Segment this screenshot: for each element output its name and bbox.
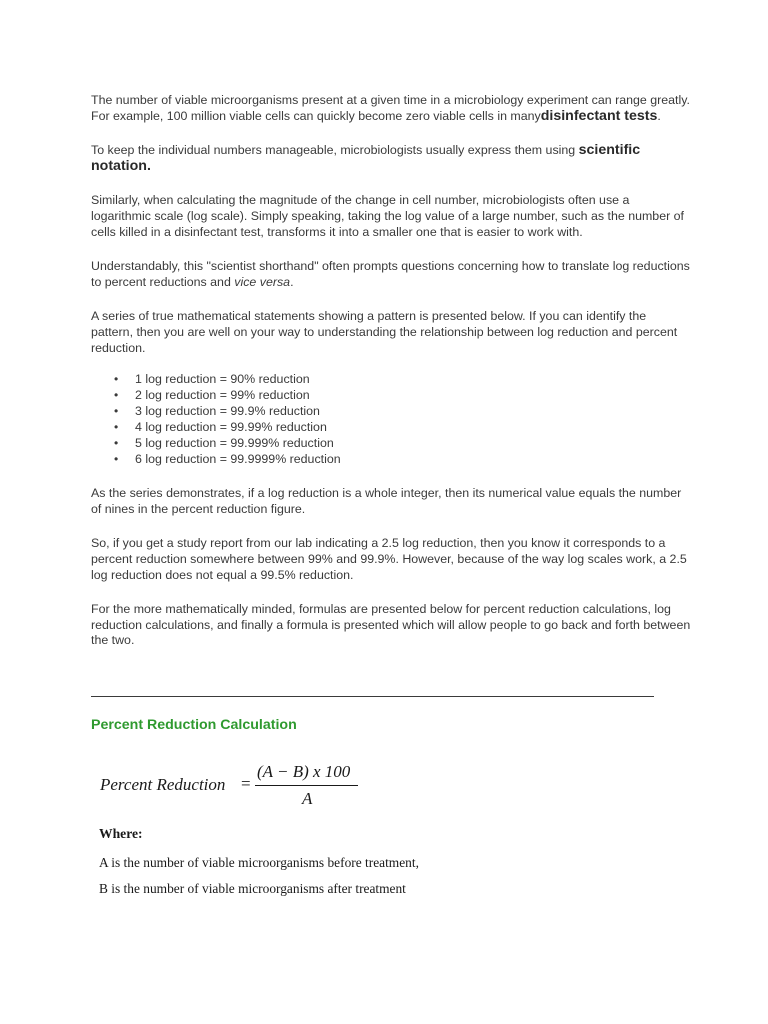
scientific-notation-link[interactable]: scientific notation. — [91, 142, 641, 174]
paragraph-notation: To keep the individual numbers manageable, microbiologists usually express them using scientific notation. — [91, 142, 641, 174]
definition-b: B is the number of viable microorganisms after treatment — [99, 881, 406, 896]
list-item: • 3 log reduction = 99.9% reduction — [135, 403, 691, 419]
fraction-bar — [255, 785, 358, 786]
log-reduction-list — [91, 371, 691, 467]
list-item: • 1 log reduction = 90% reduction — [135, 371, 691, 387]
paragraph-intro: The number of viable microorganisms present at a given time in a microbiology experiment can range greatly. For example, 100 million viable cells can quickly become zero viable cells in manydisinfectant tests. — [91, 93, 690, 124]
list-item: • 2 log reduction = 99% reduction — [135, 387, 691, 403]
disinfectant-tests-link[interactable]: disinfectant tests — [540, 107, 658, 124]
formula-lhs: Percent Reduction — [100, 775, 226, 794]
paragraph-study-report: So, if you get a study report from our lab indicating a 2.5 log reduction, then you know it corresponds to a percent reduction somewhere between 99% and 99.9%. However, because of the way log scales work, a 2.5 log reduction does not equal a 99.5% reduction. — [91, 536, 687, 582]
formula-equals: = — [241, 774, 251, 793]
variable-definitions — [99, 854, 419, 906]
formula-numerator: (A − B) x 100 — [257, 762, 351, 781]
paragraph-log-scale: Similarly, when calculating the magnitude of the change in cell number, microbiologists often use a logarithmic scale (log scale). Simply speaking, taking the log value of a large number, such as the number of cells killed in a disinfectant test, transforms it into a smaller one that is easier to work with. — [91, 193, 684, 239]
paragraph-shorthand: Understandably, this "scientist shorthand" often prompts questions concerning how to translate log reductions to percent reductions and vice versa. — [91, 259, 690, 289]
article-body — [91, 93, 691, 649]
list-item: • 4 log reduction = 99.99% reduction — [135, 419, 691, 435]
paragraph-series: As the series demonstrates, if a log reduction is a whole integer, then its numerical value equals the number of nines in the percent reduction figure. — [91, 486, 682, 516]
percent-reduction-formula — [100, 760, 400, 810]
paragraph-formulas-intro: For the more mathematically minded, formulas are presented below for percent reduction calculations, log reduction calculations, and finally a formula is presented which will allow people to go back and forth between the two. — [91, 602, 691, 648]
section-heading: Percent Reduction Calculation — [91, 717, 297, 733]
list-item: • 6 log reduction = 99.9999% reduction — [135, 451, 691, 467]
horizontal-divider — [91, 696, 654, 697]
paragraph-pattern: A series of true mathematical statements showing a pattern is presented below. If you can identify the pattern, then you are well on your way to understanding the relationship between log reduction and percent reduction. — [91, 309, 678, 355]
where-label: Where: — [99, 826, 143, 841]
definition-a: A is the number of viable microorganisms before treatment, — [99, 855, 419, 870]
list-item: • 5 log reduction = 99.999% reduction — [135, 435, 691, 451]
formula-denominator: A — [302, 789, 313, 808]
